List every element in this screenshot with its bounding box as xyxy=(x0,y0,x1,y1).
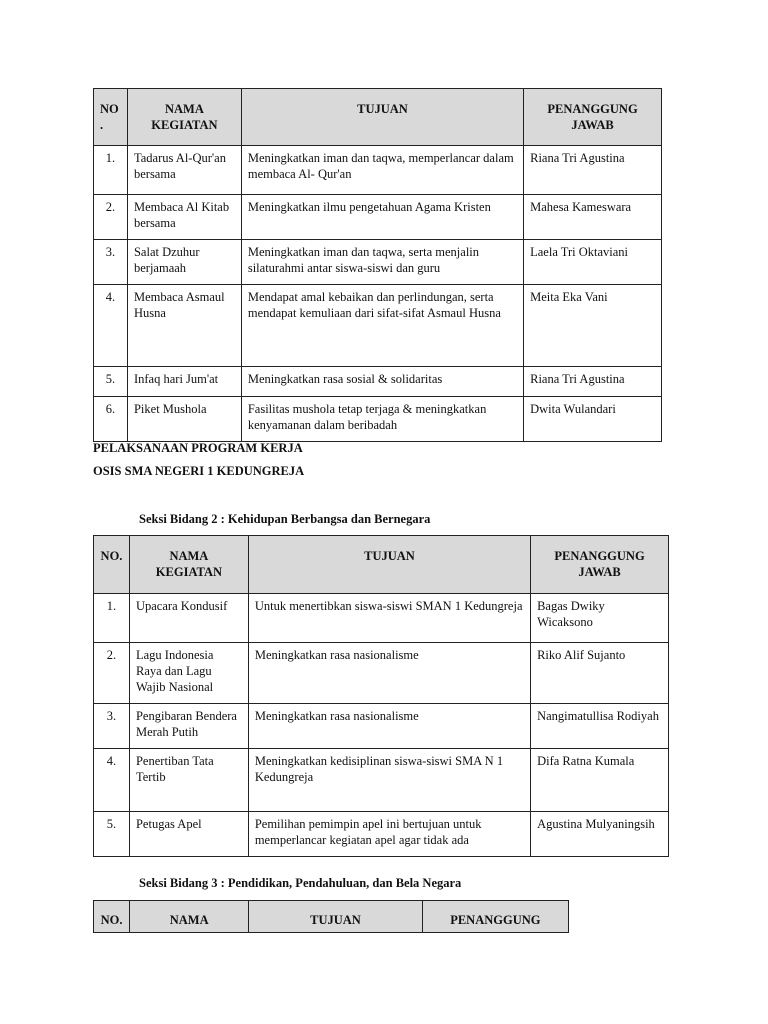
cell-nama: Membaca Asmaul Husna xyxy=(127,285,241,367)
cell-nama: Membaca Al Kitab bersama xyxy=(127,195,241,240)
header-tujuan: TUJUAN xyxy=(249,901,422,933)
cell-penanggung-jawab: Dwita Wulandari xyxy=(524,397,662,442)
section-title-3: Seksi Bidang 3 : Pendidikan, Pendahuluan, dan Bela Negara xyxy=(139,876,462,890)
header-nama-kegiatan: NAMA xyxy=(130,901,249,933)
cell-no: 3. xyxy=(94,240,128,285)
header-penanggung-jawab: PENANGGUNG JAWAB xyxy=(531,536,669,594)
cell-tujuan: Mendapat amal kebaikan dan perlindungan, serta mendapat kemuliaan dari sifat-sifat Asmaul Husna xyxy=(241,285,523,367)
cell-tujuan: Meningkatkan kedisiplinan siswa-siswi SMA N 1 Kedungreja xyxy=(248,749,530,812)
cell-nama: Petugas Apel xyxy=(129,812,248,857)
cell-tujuan: Meningkatkan rasa sosial & solidaritas xyxy=(241,367,523,397)
cell-no: 4. xyxy=(94,285,128,367)
table-row xyxy=(94,195,662,240)
cell-penanggung-jawab: Meita Eka Vani xyxy=(524,285,662,367)
cell-no: 5. xyxy=(94,812,130,857)
cell-tujuan: Untuk menertibkan siswa-siswi SMAN 1 Kedungreja xyxy=(248,594,530,643)
cell-no: 1. xyxy=(94,146,128,195)
header-tujuan: TUJUAN xyxy=(248,536,530,594)
cell-tujuan: Meningkatkan ilmu pengetahuan Agama Kristen xyxy=(241,195,523,240)
table-row xyxy=(94,643,669,704)
table-bidang-3 xyxy=(93,900,569,933)
cell-penanggung-jawab: Riko Alif Sujanto xyxy=(531,643,669,704)
cell-nama: Lagu Indonesia Raya dan Lagu Wajib Nasional xyxy=(129,643,248,704)
header-tujuan: TUJUAN xyxy=(241,89,523,146)
table-row xyxy=(94,240,662,285)
header-nama-kegiatan: NAMA KEGIATAN xyxy=(127,89,241,146)
cell-tujuan: Meningkatkan iman dan taqwa, serta menjalin silaturahmi antar siswa-siswi dan guru xyxy=(241,240,523,285)
table-row xyxy=(94,594,669,643)
document-heading: PELAKSANAAN PROGRAM KERJA xyxy=(93,441,303,455)
table-row xyxy=(94,812,669,857)
table-row xyxy=(94,146,662,195)
header-penanggung-jawab: PENANGGUNG xyxy=(422,901,568,933)
header-no: NO . xyxy=(94,89,128,146)
cell-tujuan: Meningkatkan rasa nasionalisme xyxy=(248,704,530,749)
cell-penanggung-jawab: Laela Tri Oktaviani xyxy=(524,240,662,285)
table-row xyxy=(94,704,669,749)
table-row xyxy=(94,397,662,442)
cell-tujuan: Fasilitas mushola tetap terjaga & meningkatkan kenyamanan dalam beribadah xyxy=(241,397,523,442)
cell-no: 6. xyxy=(94,397,128,442)
header-no: NO. xyxy=(94,901,130,933)
cell-nama: Tadarus Al-Qur'an bersama xyxy=(127,146,241,195)
cell-tujuan: Pemilihan pemimpin apel ini bertujuan untuk memperlancar kegiatan apel agar tidak ada xyxy=(248,812,530,857)
section-title-2: Seksi Bidang 2 : Kehidupan Berbangsa dan Bernegara xyxy=(139,512,431,526)
cell-nama: Piket Mushola xyxy=(127,397,241,442)
table-bidang-2 xyxy=(93,535,669,857)
table-row xyxy=(94,367,662,397)
header-penanggung-jawab: PENANGGUNG JAWAB xyxy=(524,89,662,146)
cell-penanggung-jawab: Agustina Mulyaningsih xyxy=(531,812,669,857)
cell-penanggung-jawab: Riana Tri Agustina xyxy=(524,367,662,397)
header-nama-kegiatan: NAMA KEGIATAN xyxy=(129,536,248,594)
cell-nama: Pengibaran Bendera Merah Putih xyxy=(129,704,248,749)
cell-no: 3. xyxy=(94,704,130,749)
cell-penanggung-jawab: Mahesa Kameswara xyxy=(524,195,662,240)
cell-penanggung-jawab: Bagas Dwiky Wicaksono xyxy=(531,594,669,643)
table-bidang-1 xyxy=(93,88,662,442)
cell-nama: Penertiban Tata Tertib xyxy=(129,749,248,812)
cell-tujuan: Meningkatkan iman dan taqwa, memperlancar dalam membaca Al- Qur'an xyxy=(241,146,523,195)
cell-no: 2. xyxy=(94,643,130,704)
table-row xyxy=(94,285,662,367)
table-row xyxy=(94,749,669,812)
cell-penanggung-jawab: Difa Ratna Kumala xyxy=(531,749,669,812)
document-subheading: OSIS SMA NEGERI 1 KEDUNGREJA xyxy=(93,464,305,478)
cell-no: 1. xyxy=(94,594,130,643)
cell-penanggung-jawab: Riana Tri Agustina xyxy=(524,146,662,195)
cell-no: 2. xyxy=(94,195,128,240)
cell-tujuan: Meningkatkan rasa nasionalisme xyxy=(248,643,530,704)
cell-nama: Infaq hari Jum'at xyxy=(127,367,241,397)
cell-nama: Upacara Kondusif xyxy=(129,594,248,643)
cell-penanggung-jawab: Nangimatullisa Rodiyah xyxy=(531,704,669,749)
cell-nama: Salat Dzuhur berjamaah xyxy=(127,240,241,285)
cell-no: 4. xyxy=(94,749,130,812)
cell-no: 5. xyxy=(94,367,128,397)
header-no: NO. xyxy=(94,536,130,594)
